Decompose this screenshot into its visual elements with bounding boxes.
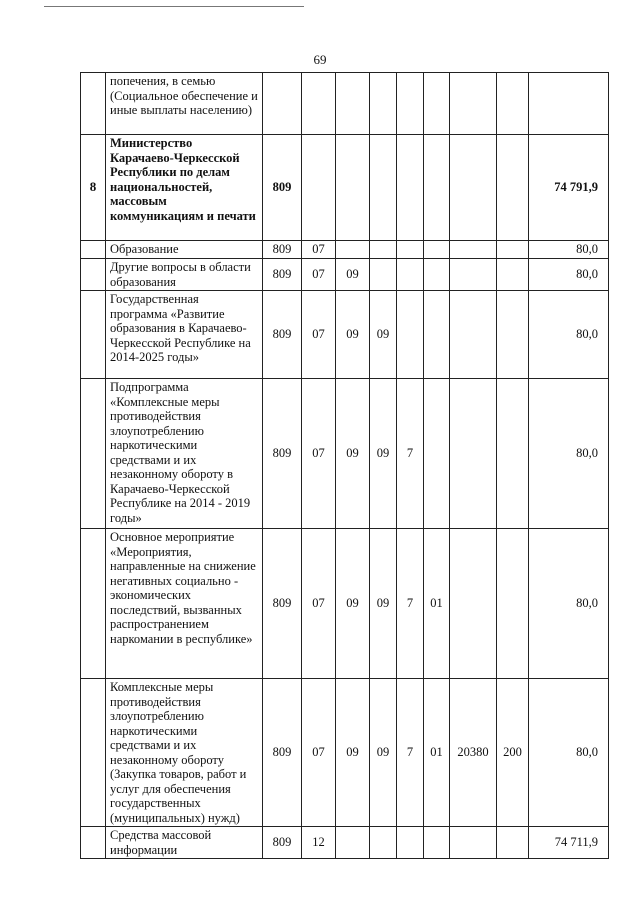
row-number [81, 679, 106, 827]
table-row [81, 291, 609, 379]
row-name: Средства массовой информации [106, 827, 263, 859]
row-number [81, 241, 106, 259]
row-name: Основное мероприятие «Мероприятия, направленные на снижение негативных социально - экономических последствий, вызванных распространением наркомании в республике» [106, 529, 263, 679]
program-code [370, 827, 397, 859]
subsection-code: 09 [336, 259, 370, 291]
expense-type-code [497, 73, 529, 135]
expense-type-code [497, 259, 529, 291]
row-name: Образование [106, 241, 263, 259]
amount: 74 791,9 [529, 135, 609, 241]
subprogram-code [397, 827, 424, 859]
row-name: Подпрограмма «Комплексные меры противодействия злоупотреблению наркотическими средствами и их незаконному обороту в Карачаево-Черкесской Республике на 2014 - 2019 годы» [106, 379, 263, 529]
row-number [81, 529, 106, 679]
table-row [81, 241, 609, 259]
direction-code [450, 379, 497, 529]
row-name: Министерство Карачаево-Черкесской Республики по делам национальностей, массовым коммуникациям и печати [106, 135, 263, 241]
section-code: 07 [302, 379, 336, 529]
grbs-code: 809 [263, 291, 302, 379]
main-activity-code [424, 259, 450, 291]
grbs-code: 809 [263, 529, 302, 679]
section-code: 07 [302, 679, 336, 827]
subprogram-code: 7 [397, 379, 424, 529]
expense-type-code [497, 379, 529, 529]
program-code: 09 [370, 679, 397, 827]
table-row [81, 135, 609, 241]
section-code: 07 [302, 241, 336, 259]
table-row [81, 379, 609, 529]
row-number [81, 291, 106, 379]
row-number [81, 73, 106, 135]
subsection-code: 09 [336, 291, 370, 379]
subprogram-code: 7 [397, 679, 424, 827]
amount: 80,0 [529, 291, 609, 379]
program-code [370, 135, 397, 241]
direction-code [450, 291, 497, 379]
amount: 80,0 [529, 679, 609, 827]
amount: 80,0 [529, 379, 609, 529]
expense-type-code [497, 135, 529, 241]
main-activity-code: 01 [424, 679, 450, 827]
grbs-code: 809 [263, 259, 302, 291]
expense-type-code [497, 827, 529, 859]
section-code: 12 [302, 827, 336, 859]
table-row [81, 73, 609, 135]
table-row [81, 827, 609, 859]
expense-type-code [497, 529, 529, 679]
program-code: 09 [370, 291, 397, 379]
subsection-code: 09 [336, 529, 370, 679]
scan-artifact-line [44, 6, 304, 7]
grbs-code: 809 [263, 135, 302, 241]
program-code: 09 [370, 529, 397, 679]
row-name: Комплексные меры противодействия злоупотреблению наркотическими средствами и их незаконному обороту (Закупка товаров, работ и услуг для обеспечения государственных (муниципальных) нужд) [106, 679, 263, 827]
subsection-code: 09 [336, 679, 370, 827]
subsection-code [336, 135, 370, 241]
table-row [81, 529, 609, 679]
table-row [81, 679, 609, 827]
expense-type-code [497, 291, 529, 379]
row-name: Другие вопросы в области образования [106, 259, 263, 291]
direction-code [450, 827, 497, 859]
direction-code [450, 135, 497, 241]
subsection-code [336, 827, 370, 859]
direction-code [450, 73, 497, 135]
grbs-code: 809 [263, 241, 302, 259]
main-activity-code [424, 827, 450, 859]
row-number [81, 259, 106, 291]
grbs-code: 809 [263, 827, 302, 859]
subprogram-code: 7 [397, 529, 424, 679]
subprogram-code [397, 135, 424, 241]
section-code [302, 135, 336, 241]
main-activity-code [424, 379, 450, 529]
amount: 80,0 [529, 241, 609, 259]
program-code [370, 241, 397, 259]
expense-type-code: 200 [497, 679, 529, 827]
table-row [81, 259, 609, 291]
page-number: 69 [313, 52, 327, 67]
budget-table [80, 72, 609, 859]
section-code: 07 [302, 291, 336, 379]
section-code [302, 73, 336, 135]
subsection-code: 09 [336, 379, 370, 529]
grbs-code: 809 [263, 379, 302, 529]
direction-code: 20380 [450, 679, 497, 827]
subsection-code [336, 73, 370, 135]
main-activity-code: 01 [424, 529, 450, 679]
subsection-code [336, 241, 370, 259]
program-code [370, 259, 397, 291]
main-activity-code [424, 135, 450, 241]
amount: 80,0 [529, 529, 609, 679]
grbs-code: 809 [263, 679, 302, 827]
program-code [370, 73, 397, 135]
direction-code [450, 259, 497, 291]
amount [529, 73, 609, 135]
direction-code [450, 529, 497, 679]
subprogram-code [397, 291, 424, 379]
program-code: 09 [370, 379, 397, 529]
main-activity-code [424, 73, 450, 135]
amount: 80,0 [529, 259, 609, 291]
row-number: 8 [81, 135, 106, 241]
section-code: 07 [302, 529, 336, 679]
subprogram-code [397, 259, 424, 291]
subprogram-code [397, 241, 424, 259]
main-activity-code [424, 241, 450, 259]
row-number [81, 379, 106, 529]
row-number [81, 827, 106, 859]
section-code: 07 [302, 259, 336, 291]
subprogram-code [397, 73, 424, 135]
row-name: Государственная программа «Развитие образования в Карачаево-Черкесской Республике на 2014-2025 годы» [106, 291, 263, 379]
grbs-code [263, 73, 302, 135]
main-activity-code [424, 291, 450, 379]
amount: 74 711,9 [529, 827, 609, 859]
expense-type-code [497, 241, 529, 259]
row-name: попечения, в семью (Социальное обеспечение и иные выплаты населению) [106, 73, 263, 135]
direction-code [450, 241, 497, 259]
